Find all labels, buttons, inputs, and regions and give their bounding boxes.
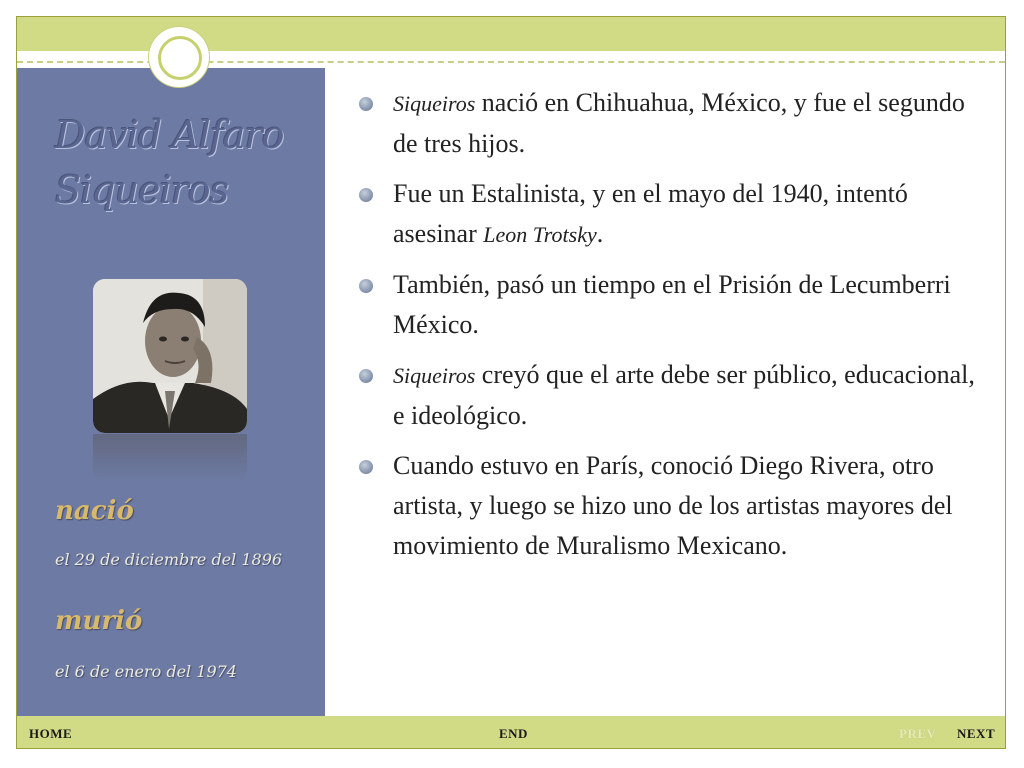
bullet-item-2 bbox=[359, 174, 989, 255]
bullet-dot-icon bbox=[359, 369, 373, 383]
bullet-item-1 bbox=[359, 83, 989, 164]
slide-title bbox=[55, 108, 315, 218]
bullet-item-3 bbox=[359, 265, 989, 345]
bullet-2-italic: Leon Trotsky bbox=[483, 222, 597, 247]
bullet-4-italic: Siqueiros bbox=[393, 363, 476, 388]
bullet-dot-icon bbox=[359, 97, 373, 111]
sidebar-panel bbox=[17, 68, 325, 716]
slide-frame bbox=[16, 16, 1006, 749]
home-link[interactable]: HOME bbox=[29, 726, 73, 741]
bullet-dot-icon bbox=[359, 279, 373, 293]
bullet-list bbox=[359, 83, 989, 576]
bullet-1-italic: Siqueiros bbox=[393, 91, 476, 116]
bullet-3-text: También, pasó un tiempo en el Prisión de Lecumberri México. bbox=[393, 270, 951, 339]
bullet-2-tail: . bbox=[596, 219, 604, 248]
title-line-1: David Alfaro bbox=[55, 113, 284, 157]
bullet-item-5 bbox=[359, 446, 989, 566]
bullet-dot-icon bbox=[359, 460, 373, 474]
bullet-5-text: Cuando estuvo en París, conoció Diego Rivera, otro artista, y luego se hizo uno de los artistas mayores del movimiento de Muralismo Mexicano. bbox=[393, 451, 953, 560]
bullet-2-text: Fue un Estalinista, y en el mayo del 1940, intentó asesinar bbox=[393, 179, 908, 248]
died-date: el 6 de enero del 1974 bbox=[55, 662, 237, 681]
born-date: el 29 de diciembre del 1896 bbox=[55, 550, 283, 569]
next-link[interactable]: NEXT bbox=[957, 726, 996, 741]
prev-link[interactable]: PREV bbox=[899, 726, 937, 741]
bullet-4-text: creyó que el arte debe ser público, educacional, e ideológico. bbox=[393, 360, 975, 430]
bullet-item-4 bbox=[359, 355, 989, 436]
died-heading: murió bbox=[55, 606, 143, 636]
portrait-photo bbox=[93, 279, 247, 433]
bullet-dot-icon bbox=[359, 188, 373, 202]
portrait-reflection bbox=[93, 434, 247, 482]
circle-ornament-icon bbox=[149, 27, 209, 87]
title-line-2: Siqueiros bbox=[55, 168, 229, 212]
bottom-nav-bar bbox=[17, 716, 1005, 748]
end-link[interactable]: END bbox=[499, 726, 528, 741]
born-heading: nació bbox=[55, 496, 134, 526]
bullet-1-text: nació en Chihuahua, México, y fue el segundo de tres hijos. bbox=[393, 88, 965, 158]
